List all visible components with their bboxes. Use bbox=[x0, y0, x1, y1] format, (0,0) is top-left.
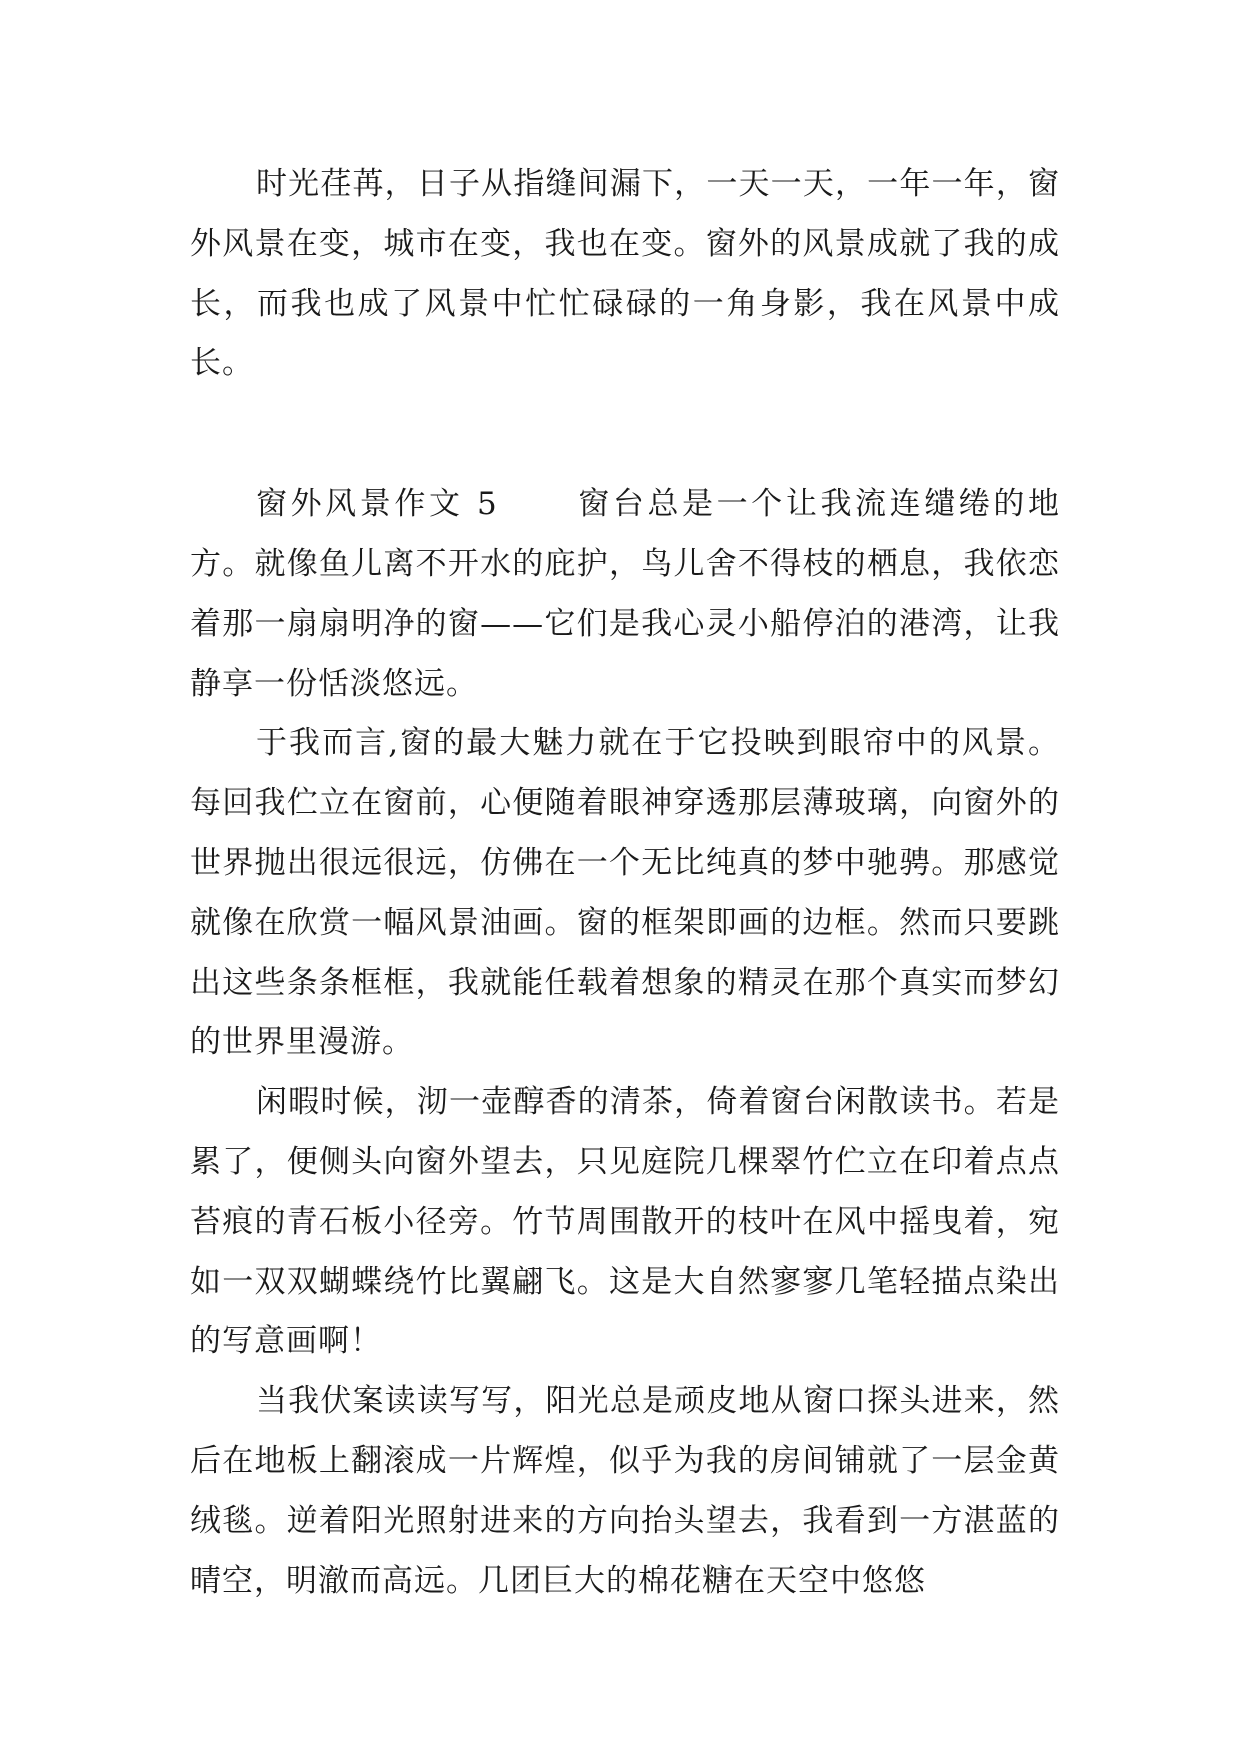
paragraph-2 bbox=[190, 475, 1060, 714]
document-page bbox=[190, 155, 1060, 1611]
paragraph-1: 时光荏苒，日子从指缝间漏下，一天一天，一年一年，窗外风景在变，城市在变，我也在变。窗外的风景成就了我的成长，而我也成了风景中忙忙碌碌的一角身影，我在风景中成长。 bbox=[190, 166, 1060, 382]
paragraph-5: 当我伏案读读写写，阳光总是顽皮地从窗口探头进来，然后在地板上翻滚成一片辉煌，似乎为我的房间铺就了一层金黄绒毯。逆着阳光照射进来的方向抬头望去，我看到一方湛蓝的晴空，明澈而高远。几团巨大的棉花糖在天空中悠悠 bbox=[190, 1383, 1060, 1599]
paragraph-4: 闲暇时候，沏一壶醇香的清茶，倚着窗台闲散读书。若是累了，便侧头向窗外望去，只见庭院几棵翠竹伫立在印着点点苔痕的青石板小径旁。竹节周围散开的枝叶在风中摇曳着，宛如一双双蝴蝶绕竹比翼翩飞。这是大自然寥寥几笔轻描点染出的写意画啊！ bbox=[190, 1084, 1060, 1360]
paragraph-2-text: 窗台总是一个让我流连缱绻的地方。就像鱼儿离不开水的庇护，鸟儿舍不得枝的栖息，我依恋着那一扇扇明净的窗——它们是我心灵小船停泊的港湾，让我静享一份恬淡悠远。 bbox=[190, 486, 1060, 702]
section-heading: 窗外风景作文 5 bbox=[256, 486, 498, 523]
paragraph-3: 于我而言,窗的最大魅力就在于它投映到眼帘中的风景。每回我伫立在窗前，心便随着眼神穿透那层薄玻璃，向窗外的世界抛出很远很远，仿佛在一个无比纯真的梦中驰骋。那感觉就像在欣赏一幅风景油画。窗的框架即画的边框。然而只要跳出这些条条框框，我就能任载着想象的精灵在那个真实而梦幻的世界里漫游。 bbox=[190, 725, 1060, 1061]
paragraph-spacer bbox=[190, 394, 1060, 475]
